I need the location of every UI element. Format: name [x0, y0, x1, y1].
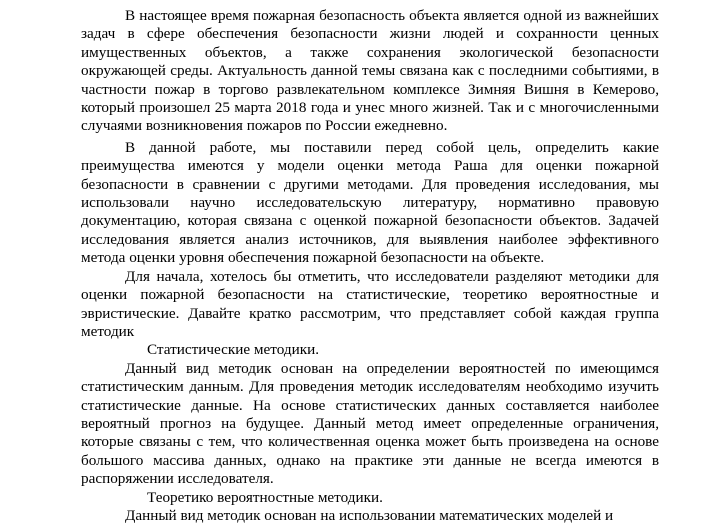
paragraph-statistical-methods: Данный вид методик основан на определении вероятностей по имеющимся статистическим данным. Для проведения методик исследователям необходимо изучить статистические данные. На основе статистических данных составляется наиболее вероятный прогноз на будущее. Данный метод имеет определенные ограничения, которые связаны с тем, что количественная оценка может быть произведена на основе большого массива данных, однако на практике эти данные не всегда имеются в распоряжении исследователя. — [81, 359, 659, 488]
paragraph-research-goal: В данной работе, мы поставили перед собой цель, определить какие преимущества имеются у модели оценки метода Раша для оценки пожарной безопасности в сравнении с другими методами. Для проведения исследования, мы использовали научно исследовательскую литературу, нормативно правовую документацию, которая связана с оценкой пожарной безопасности объектов. Задачей исследования является анализ источников, для выявления наиболее эффективного метода оценки уровня обеспечения пожарной безопасности на объекте. — [81, 138, 659, 267]
paragraph-method-groups: Для начала, хотелось бы отметить, что исследователи разделяют методики для оценки пожарной безопасности на статистические, теоретико вероятностные и эвристические. Давайте кратко рассмотрим, что представляет собой каждая группа методик — [81, 267, 659, 340]
paragraph-introduction: В настоящее время пожарная безопасность объекта является одной из важнейших задач в сфере обеспечения безопасности жизни людей и сохранности ценных имущественных объектов, а также сохранения экологической безопасности окружающей среды. Актуальность данной темы связана как с последними событиями, в частности пожар в торгово развлекательном комплексе Зимняя Вишня в Кемерово, который произошел 25 марта 2018 года и унес много жизней. Так и с многочисленными случаями возникновения пожаров по России ежедневно. — [81, 7, 659, 135]
heading-statistical-methods: Статистические методики. — [147, 341, 320, 359]
heading-probabilistic-methods: Теоретико вероятностные методики. — [147, 488, 383, 506]
paragraph-probabilistic-methods: Данный вид методик основан на использовании математических моделей и — [125, 506, 614, 524]
